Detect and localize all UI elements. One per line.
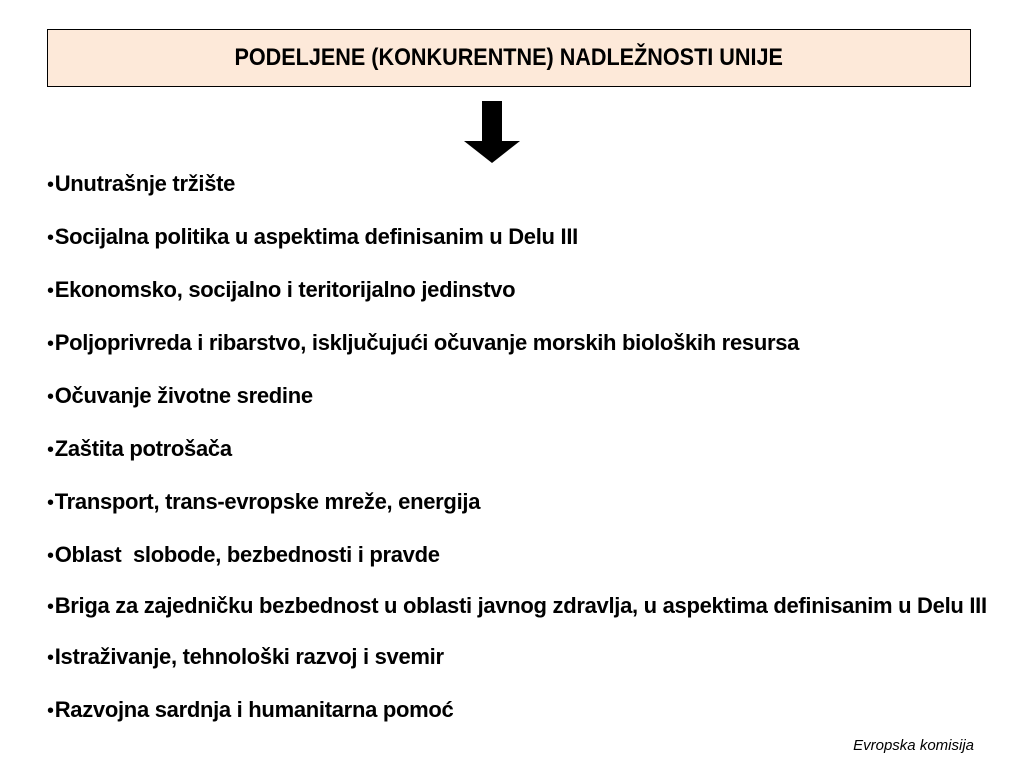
bullet: •	[47, 545, 54, 567]
list-item	[47, 692, 987, 729]
bullet: •	[47, 647, 54, 669]
list-item-text: Transport, trans-evropske mreže, energija	[54, 489, 481, 514]
bullet: •	[47, 174, 54, 196]
list-item	[47, 590, 987, 623]
down-arrow-icon	[464, 101, 520, 163]
bullet: •	[47, 439, 54, 461]
competence-list	[47, 166, 987, 745]
bullet: •	[47, 492, 54, 514]
list-item-text: Istraživanje, tehnološki razvoj i svemir	[54, 644, 444, 669]
list-item	[47, 219, 987, 256]
list-item-text: Ekonomsko, socijalno i teritorijalno jedinstvo	[54, 277, 516, 302]
bullet: •	[47, 280, 54, 302]
list-item	[47, 166, 987, 203]
list-item-text: Očuvanje životne sredine	[54, 383, 313, 408]
list-item	[47, 537, 987, 574]
bullet: •	[47, 386, 54, 408]
list-item	[47, 484, 987, 521]
page-title: PODELJENE (KONKURENTNE) NADLEŽNOSTI UNIJE	[234, 44, 784, 71]
bullet: •	[47, 227, 54, 249]
list-item-text: Briga za zajedničku bezbednost u oblasti javnog zdravlja, u aspektima definisanim u Delu III	[54, 593, 987, 618]
list-item	[47, 325, 987, 362]
bullet: •	[47, 700, 54, 722]
list-item-text: Unutrašnje tržište	[54, 171, 236, 196]
list-item-text: Poljoprivreda i ribarstvo, isključujući očuvanje morskih bioloških resursa	[54, 330, 800, 355]
list-item-text: Oblast slobode, bezbednosti i pravde	[54, 542, 440, 567]
list-item	[47, 639, 987, 676]
list-item-text: Razvojna sardnja i humanitarna pomoć	[54, 697, 454, 722]
title-box	[47, 29, 971, 87]
list-item	[47, 431, 987, 468]
bullet: •	[47, 333, 54, 355]
list-item	[47, 378, 987, 415]
bullet: •	[47, 596, 54, 618]
footer-source: Evropska komisija	[853, 737, 974, 754]
list-item-text: Socijalna politika u aspektima definisanim u Delu III	[54, 224, 578, 249]
list-item-text: Zaštita potrošača	[54, 436, 232, 461]
list-item	[47, 272, 987, 309]
